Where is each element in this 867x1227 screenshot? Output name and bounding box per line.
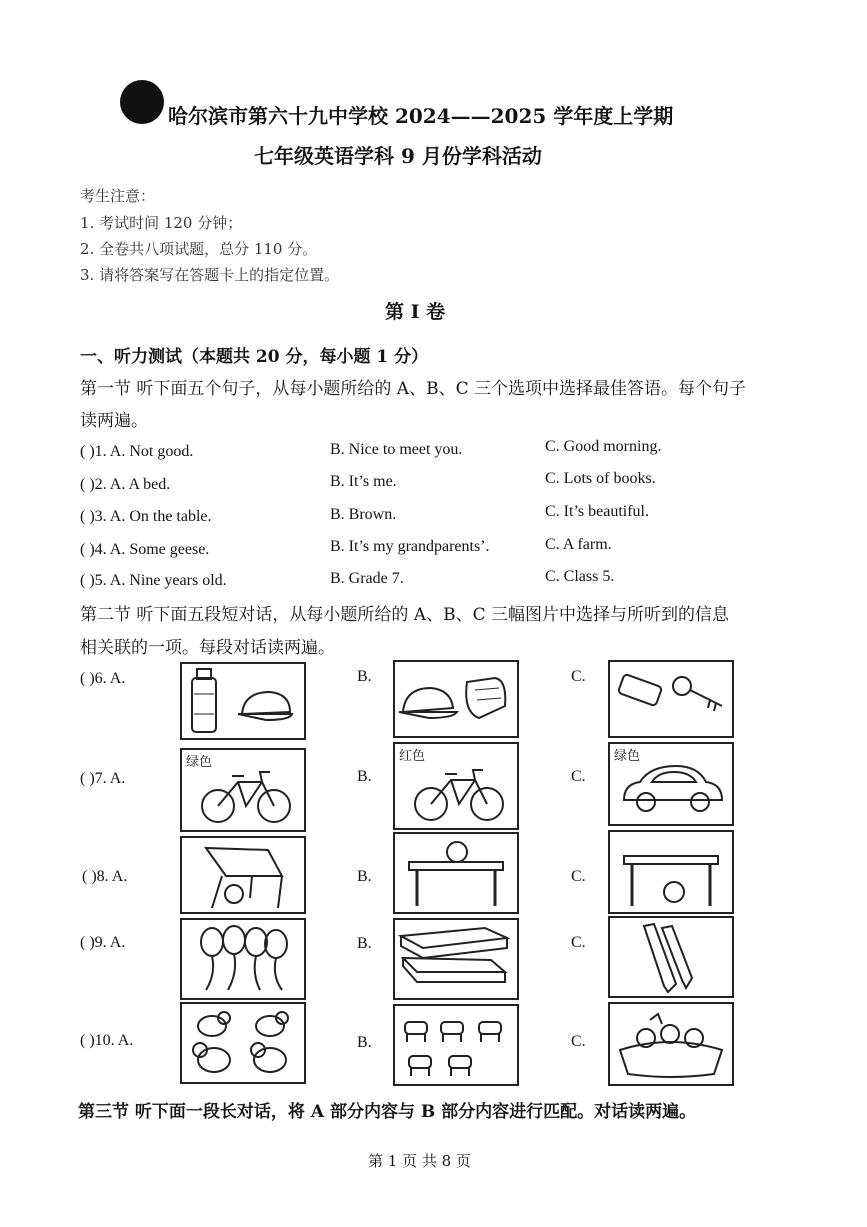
balloons-icon <box>182 920 304 998</box>
horses-icon <box>395 1006 517 1084</box>
eraser-and-key-icon <box>610 662 732 736</box>
q8-picture-b <box>393 832 519 914</box>
question-7: ( )7. A. <box>80 770 126 787</box>
question-9: ( )9. A. <box>80 934 126 951</box>
q7-picture-c <box>608 742 734 826</box>
notice-item: 1. 考试时间 120 分钟； <box>80 214 243 232</box>
chickens-icon <box>182 1004 304 1082</box>
question-2-option-c: C. Lots of books. <box>545 470 656 487</box>
question-4: ( )4. A. Some geese. <box>80 541 210 558</box>
school-logo-icon <box>120 80 164 124</box>
question-4-option-b: B. It’s my grandparents’. <box>330 538 490 555</box>
question-4-option-c: C. A farm. <box>545 536 612 553</box>
exam-title-line2: 七年级英语学科 9 月份学科活动 <box>254 144 542 168</box>
question-8: ( )8. A. <box>82 868 128 885</box>
pens-icon <box>610 918 732 996</box>
question-1-option-c: C. Good morning. <box>545 438 662 455</box>
color-tag: 绿色 <box>186 755 213 770</box>
q10-picture-a <box>180 1002 306 1084</box>
q8-picture-c <box>608 830 734 914</box>
q9-picture-c <box>608 916 734 998</box>
q9-label-c: C. <box>571 934 586 951</box>
question-5-option-b: B. Grade 7. <box>330 570 404 587</box>
question-10: ( )10. A. <box>80 1032 134 1049</box>
q6-label-b: B. <box>357 668 372 685</box>
question-6: ( )6. A. <box>80 670 126 687</box>
volume-title: 第 I 卷 <box>385 301 446 323</box>
section2-instruction: 第二节 听下面五段短对话，从每小题所给的 A、B、C 三幅图片中选择与所听到的信息 <box>80 605 729 625</box>
question-2-option-b: B. It’s me. <box>330 473 397 490</box>
question-3: ( )3. A. On the table. <box>80 508 212 525</box>
q8-label-c: C. <box>571 868 586 885</box>
q7-label-c: C. <box>571 768 586 785</box>
q7-label-b: B. <box>357 768 372 785</box>
question-2: ( )2. A. A bed. <box>80 476 171 493</box>
q9-picture-b <box>393 918 519 1000</box>
q6-picture-b <box>393 660 519 738</box>
question-3-option-b: B. Brown. <box>330 506 397 523</box>
page-footer: 第 1 页 共 8 页 <box>368 1152 471 1170</box>
color-tag: 绿色 <box>614 749 641 764</box>
section2-instruction-cont: 相关联的一项。每段对话读两遍。 <box>80 638 335 658</box>
notice-item: 3. 请将答案写在答题卡上的指定位置。 <box>80 266 340 284</box>
exam-title-line1: 哈尔滨市第六十九中学校 2024——2025 学年度上学期 <box>168 104 674 128</box>
q10-picture-b <box>393 1004 519 1086</box>
question-5: ( )5. A. Nine years old. <box>80 572 227 589</box>
part1-heading: 一、听力测试（本题共 20 分，每小题 1 分） <box>80 347 429 367</box>
water-bottle-and-cap-icon <box>182 664 304 738</box>
q8-label-b: B. <box>357 868 372 885</box>
q6-label-c: C. <box>571 668 586 685</box>
cap-and-glove-icon <box>395 662 517 736</box>
q10-label-b: B. <box>357 1034 372 1051</box>
q6-picture-c <box>608 660 734 738</box>
books-icon <box>395 920 517 998</box>
section3-instruction: 第三节 听下面一段长对话，将 A 部分内容与 B 部分内容进行匹配。对话读两遍。 <box>78 1102 697 1122</box>
color-tag: 红色 <box>399 749 426 764</box>
question-5-option-c: C. Class 5. <box>545 568 615 585</box>
q8-picture-a <box>180 836 306 914</box>
q6-picture-a <box>180 662 306 740</box>
ball-on-table-icon <box>395 834 517 912</box>
ball-under-table-icon <box>610 832 732 912</box>
notice-title: 考生注意： <box>80 187 156 205</box>
chair-and-ball-icon <box>182 838 304 912</box>
q10-picture-c <box>608 1002 734 1086</box>
question-1-option-b: B. Nice to meet you. <box>330 441 463 458</box>
q7-picture-a <box>180 748 306 832</box>
question-1: ( )1. A. Not good. <box>80 443 194 460</box>
q9-label-b: B. <box>357 935 372 952</box>
puppies-in-basket-icon <box>610 1004 732 1084</box>
question-3-option-c: C. It’s beautiful. <box>545 503 649 520</box>
section1-instruction-cont: 读两遍。 <box>80 411 148 431</box>
q9-picture-a <box>180 918 306 1000</box>
q10-label-c: C. <box>571 1033 586 1050</box>
section1-instruction: 第一节 听下面五个句子，从每小题所给的 A、B、C 三个选项中选择最佳答语。每个句子 <box>80 379 746 399</box>
q7-picture-b <box>393 742 519 830</box>
notice-item: 2. 全卷共八项试题，总分 110 分。 <box>80 240 318 258</box>
